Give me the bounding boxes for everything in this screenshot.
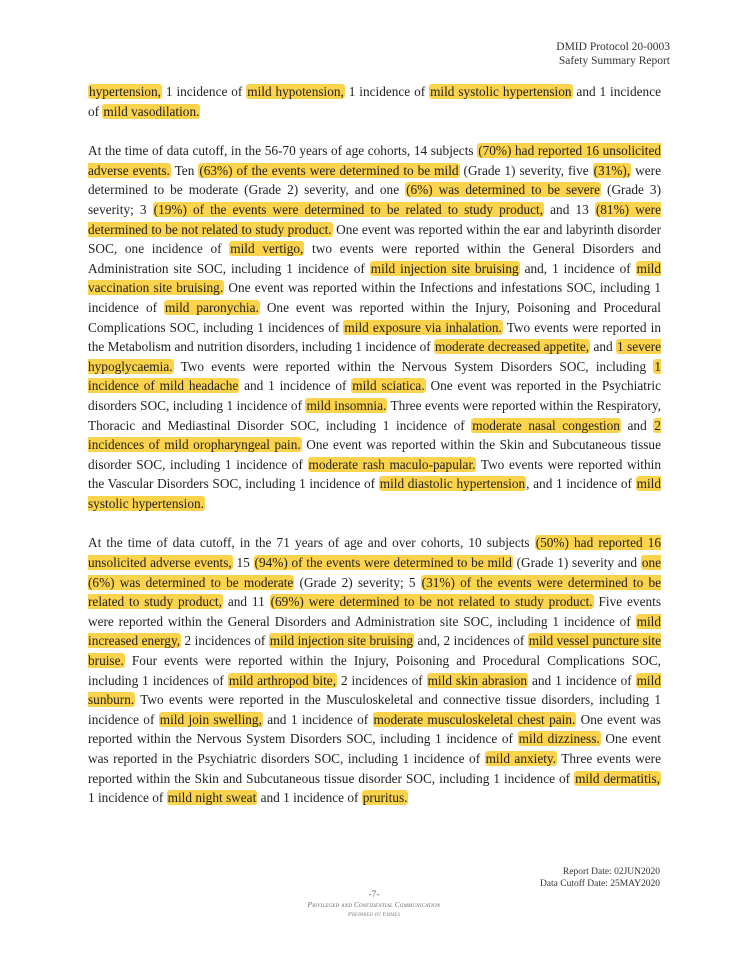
highlighted-text: moderate rash maculo-papular. bbox=[308, 456, 476, 472]
highlighted-text: (50%) had reported 16 unsolicited adverse events, bbox=[88, 535, 662, 571]
highlighted-text: (31%), bbox=[593, 162, 631, 178]
highlighted-text: (6%) was determined to be severe bbox=[406, 182, 601, 198]
highlighted-text: mild dermatitis, bbox=[575, 770, 661, 786]
highlighted-text: one (6%) was determined to be moderate bbox=[88, 555, 662, 590]
highlighted-text: mild arthropod bite, bbox=[228, 672, 337, 688]
body-text-run: Four events were reported within the Injury, Poisoning and Procedural Complications SOC, including 1 incidences of bbox=[88, 653, 661, 688]
highlighted-text: (19%) of the events were determined to be related to study product, bbox=[153, 201, 544, 217]
highlighted-text: mild night sweat bbox=[167, 790, 257, 806]
report-date: Report Date: 02JUN2020 bbox=[562, 867, 660, 877]
highlighted-text: moderate nasal congestion bbox=[472, 417, 620, 433]
highlighted-text: (31%) of the events were determined to be related to study product, bbox=[88, 574, 661, 610]
body-text-run: and 1 incidence of bbox=[257, 790, 362, 806]
highlighted-text: mild dizziness. bbox=[518, 731, 600, 747]
document-body bbox=[88, 82, 661, 828]
body-text-run: 1 incidence of bbox=[88, 790, 167, 806]
body-text-run: and 1 incidence of bbox=[262, 711, 373, 727]
body-text-run: and, 2 incidences of bbox=[414, 633, 528, 649]
body-text-run: One event was reported in the Psychiatric disorders SOC, including 1 incidence of bbox=[88, 731, 661, 766]
highlighted-text: (81%) were determined to be not related to study product. bbox=[88, 201, 662, 237]
highlighted-text: mild paronychia. bbox=[165, 299, 259, 315]
highlighted-text: mild join swelling, bbox=[159, 711, 262, 727]
highlighted-text: 1 severe hypoglycaemia. bbox=[88, 339, 661, 374]
highlighted-text: mild hypotension, bbox=[247, 84, 344, 99]
protocol-label: DMID Protocol 20-0003 bbox=[556, 41, 670, 53]
footer-dates bbox=[540, 866, 660, 890]
page-footer bbox=[0, 890, 748, 919]
highlighted-text: pruritus. bbox=[362, 790, 408, 806]
body-text-run: (Grade 2) severity; 5 bbox=[294, 574, 421, 590]
body-text-run: Two events were reported within the Vascular Disorders SOC, including 1 incidence of bbox=[88, 456, 661, 492]
body-text-run: Two events were reported within the Nervous System Disorders SOC, including bbox=[173, 358, 654, 374]
body-text-run: and 1 incidence of bbox=[88, 84, 661, 119]
page-number: -7- bbox=[368, 890, 380, 900]
body-text-run: (Grade 1) severity, five bbox=[459, 162, 593, 178]
highlighted-text: moderate musculoskeletal chest pain. bbox=[373, 711, 576, 727]
highlighted-text: moderate decreased appetite, bbox=[435, 339, 590, 355]
highlighted-text: mild injection site bruising bbox=[269, 633, 414, 649]
body-text-run: 15 bbox=[232, 555, 254, 571]
body-text-run: were determined to be moderate (Grade 2) severity, and one bbox=[88, 162, 661, 198]
body-text-run: and 13 bbox=[544, 201, 595, 217]
body-text-run: 2 incidences of bbox=[181, 633, 269, 649]
body-text-run: and bbox=[590, 339, 617, 355]
highlighted-text: (70%) had reported 16 unsolicited adverse events. bbox=[88, 143, 662, 178]
body-text-run: One event was reported within the Skin and Subcutaneous tissue disorder SOC, including 1 incidence of bbox=[88, 437, 661, 472]
highlighted-text: (94%) of the events were determined to be mild bbox=[254, 555, 512, 571]
body-text-run: Two events were reported in the Musculoskeletal and connective tissue disorders, including 1 incidence of bbox=[88, 692, 661, 727]
highlighted-text: mild vertigo, bbox=[230, 241, 304, 257]
body-text-run: One event was reported within the Nervous System Disorders SOC, including 1 incidence of bbox=[88, 711, 661, 747]
body-text-run: Three events were reported within the Skin and Subcutaneous tissue disorder SOC, including 1 incidence of bbox=[88, 751, 662, 786]
body-text-run: One event was reported in the Psychiatric disorders SOC, including 1 incidence of bbox=[88, 378, 661, 413]
body-text-run: and 1 incidence of bbox=[528, 672, 636, 688]
body-text-run: (Grade 3) severity; 3 bbox=[88, 182, 661, 217]
page-header bbox=[556, 40, 670, 68]
cutoff-date: Data Cutoff Date: 25MAY2020 bbox=[539, 879, 660, 889]
confidentiality-notice: Privileged and Confidential Communication bbox=[307, 901, 441, 909]
body-text-run: 1 incidence of bbox=[162, 84, 247, 99]
body-text-run: 2 incidences of bbox=[337, 672, 427, 688]
body-text-run: Ten bbox=[170, 162, 199, 178]
highlighted-text: mild skin abrasion bbox=[427, 672, 528, 688]
paragraph-71-plus-cohort bbox=[88, 533, 661, 807]
highlighted-text: mild anxiety. bbox=[485, 751, 557, 766]
body-text-run: 1 incidence of bbox=[344, 84, 430, 99]
body-text-run: and, 1 incidence of bbox=[519, 260, 636, 276]
body-text-run: Three events were reported within the Respiratory, Thoracic and Mediastinal Disorder SOC, including 1 incidence of bbox=[88, 397, 661, 433]
highlighted-text: hypertension, bbox=[89, 84, 162, 99]
highlighted-text: mild sciatica. bbox=[352, 378, 425, 394]
highlighted-text: (69%) were determined to be not related to study product. bbox=[270, 594, 593, 610]
body-text-run: One event was reported within the Injury, Poisoning and Procedural Complications SOC, including 1 incidences of bbox=[88, 299, 661, 335]
body-text-run: two events were reported within the General Disorders and Administration site SOC, including 1 incidence of bbox=[88, 241, 661, 276]
body-text-run: Five events were reported within the General Disorders and Administration site SOC, including 1 incidence of bbox=[88, 594, 661, 629]
highlighted-text: mild vasodilation. bbox=[103, 103, 200, 119]
body-text-run: and bbox=[620, 417, 654, 433]
body-text-run: Two events were reported in the Metabolism and nutrition disorders, including 1 incidence of bbox=[88, 319, 661, 355]
highlighted-text: mild vessel puncture site bruise. bbox=[88, 633, 661, 669]
body-text-run: At the time of data cutoff, in the 56-70 years of age cohorts, 14 subjects bbox=[88, 143, 478, 159]
body-text-run: and 11 bbox=[222, 594, 270, 610]
highlighted-text: (63%) of the events were determined to be mild bbox=[199, 162, 459, 178]
report-title: Safety Summary Report bbox=[558, 55, 670, 67]
body-text-run: (Grade 1) severity and bbox=[512, 555, 641, 571]
highlighted-text: mild systolic hypertension. bbox=[88, 476, 661, 511]
paragraph-56-70-cohort bbox=[88, 141, 661, 513]
highlighted-text: mild exposure via inhalation. bbox=[344, 319, 502, 335]
body-text-run: At the time of data cutoff, in the 71 years of age and over cohorts, 10 subjects bbox=[88, 535, 535, 551]
body-text-run: One event was reported within the ear and labyrinth disorder SOC, one incidence of bbox=[88, 221, 662, 257]
highlighted-text: 1 incidence of mild headache bbox=[88, 358, 661, 394]
body-text-run: , and 1 incidence of bbox=[526, 476, 636, 492]
highlighted-text: mild diastolic hypertension bbox=[379, 476, 526, 492]
highlighted-text: 2 incidences of mild oropharyngeal pain. bbox=[88, 417, 661, 453]
highlighted-text: mild injection site bruising bbox=[370, 260, 519, 276]
highlighted-text: mild insomnia. bbox=[306, 397, 387, 413]
body-text-run: and 1 incidence of bbox=[239, 378, 352, 394]
paragraph-continuation bbox=[88, 82, 661, 121]
highlighted-text: mild vaccination site bruising. bbox=[88, 260, 661, 296]
prepared-by: Prepared by Emmes bbox=[347, 911, 401, 918]
highlighted-text: mild sunburn. bbox=[88, 672, 661, 708]
body-text-run: One event was reported within the Infections and infestations SOC, including 1 incidence of bbox=[88, 280, 661, 315]
highlighted-text: mild increased energy, bbox=[88, 613, 661, 649]
highlighted-text: mild systolic hypertension bbox=[430, 84, 572, 99]
